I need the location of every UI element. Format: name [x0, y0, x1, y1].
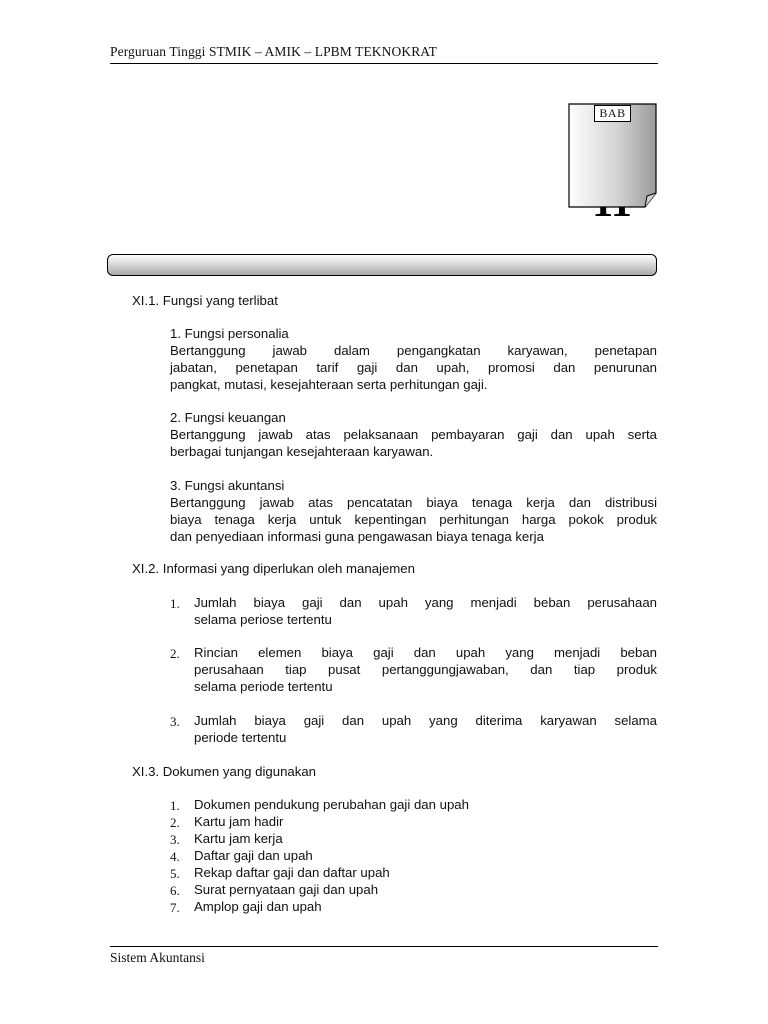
text-line: jabatan, penetapan tarif gaji dan upah, promosi dan penurunan [170, 360, 657, 375]
doc-item-number: 2. [170, 815, 180, 830]
doc-item-text: Kartu jam hadir [194, 814, 284, 829]
text-line: Bertanggung jawab atas pencatatan biaya tenaga kerja dan distribusi [170, 495, 657, 510]
doc-item-text: Daftar gaji dan upah [194, 848, 313, 863]
page-header [110, 44, 658, 64]
info-item-number: 1. [170, 596, 180, 611]
doc-item-text: Surat pernyataan gaji dan upah [194, 882, 379, 897]
header-title: Perguruan Tinggi STMIK – AMIK – LPBM TEKNOKRAT [110, 44, 438, 59]
text-line: berbagai tunjangan kesejahteraan karyawan. [170, 444, 434, 459]
chapter-title-bar [107, 254, 657, 276]
info-item-text [194, 644, 657, 695]
footer-text: Sistem Akuntansi [110, 950, 205, 965]
page-footer [110, 946, 658, 965]
doc-item-number: 5. [170, 866, 180, 881]
doc-item-text: Dokumen pendukung perubahan gaji dan upah [194, 797, 469, 812]
text-line: Bertanggung jawab atas pelaksanaan pembayaran gaji dan upah serta [170, 427, 657, 442]
text-line: biaya tenaga kerja untuk kepentingan perhitungan harga pokok produk [170, 512, 657, 527]
text-line: selama periode tertentu [194, 679, 333, 694]
text-line: selama periose tertentu [194, 612, 332, 627]
text-line: Jumlah biaya gaji dan upah yang diterima karyawan selama [194, 713, 657, 728]
section-3-heading: XI.3. Dokumen yang digunakan [132, 764, 317, 779]
text-line: periode tertentu [194, 730, 287, 745]
text-line: perusahaan tiap pusat pertanggungjawaban, dan tiap produk [194, 662, 657, 677]
doc-item-text: Kartu jam kerja [194, 831, 283, 846]
doc-item-text: Rekap daftar gaji dan daftar upah [194, 865, 390, 880]
function-desc-keuangan [170, 426, 657, 460]
doc-item-text: Amplop gaji dan upah [194, 899, 322, 914]
function-desc-akuntansi [170, 494, 657, 545]
chapter-label: BAB [594, 105, 631, 122]
chapter-badge [568, 103, 657, 209]
function-title-personalia: 1. Fungsi personalia [170, 326, 289, 341]
doc-item-number: 7. [170, 900, 180, 915]
section-1-heading: XI.1. Fungsi yang terlibat [132, 293, 278, 308]
doc-item-number: 1. [170, 798, 180, 813]
info-item-number: 3. [170, 714, 180, 729]
text-line: Jumlah biaya gaji dan upah yang menjadi beban perusahaan [194, 595, 657, 610]
info-item-text [194, 712, 657, 746]
info-item-number: 2. [170, 646, 180, 661]
section-2-heading: XI.2. Informasi yang diperlukan oleh manajemen [132, 561, 415, 576]
text-line: Rincian elemen biaya gaji dan upah yang menjadi beban [194, 645, 657, 660]
doc-item-number: 4. [170, 849, 180, 864]
doc-item-number: 6. [170, 883, 180, 898]
function-title-keuangan: 2. Fungsi keuangan [170, 410, 286, 425]
doc-item-number: 3. [170, 832, 180, 847]
text-line: dan penyediaan informasi guna pengawasan biaya tenaga kerja [170, 529, 544, 544]
info-item-text [194, 594, 657, 628]
function-desc-personalia [170, 342, 657, 393]
text-line: pangkat, mutasi, kesejahteraan serta perhitungan gaji. [170, 377, 488, 392]
text-line: Bertanggung jawab dalam pengangkatan karyawan, penetapan [170, 343, 657, 358]
function-title-akuntansi: 3. Fungsi akuntansi [170, 478, 285, 493]
